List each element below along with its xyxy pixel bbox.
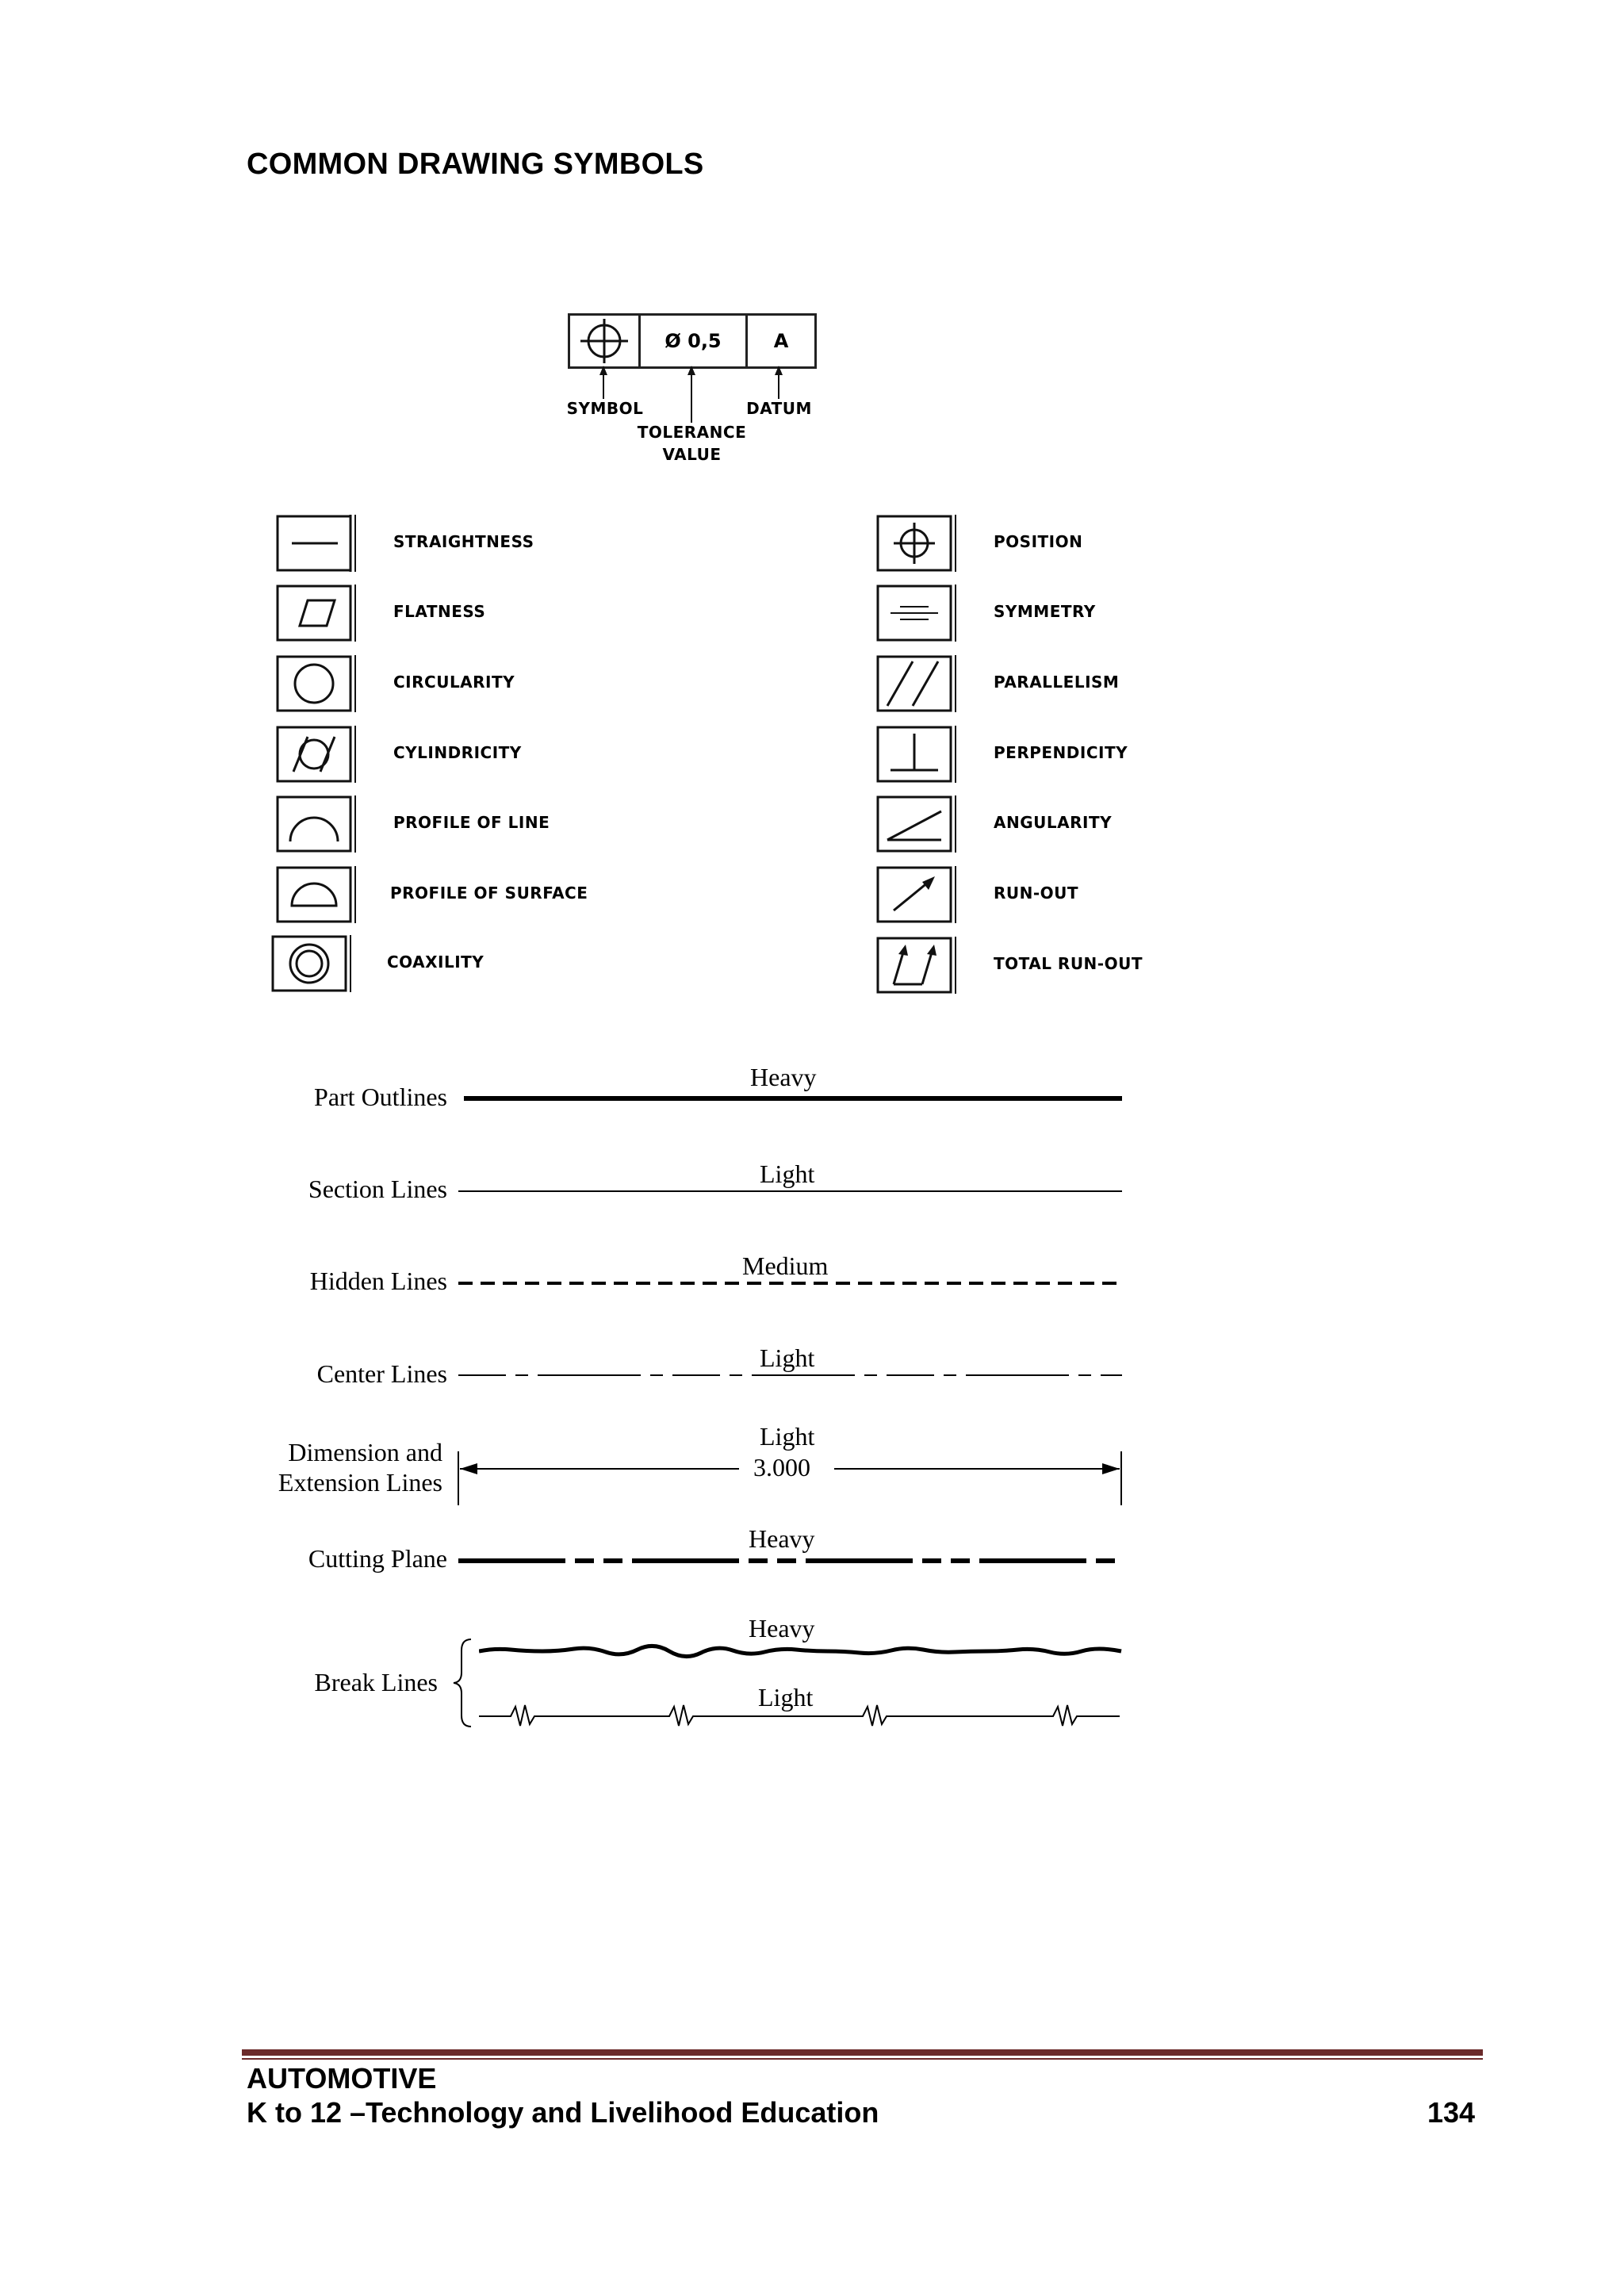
footer-rule-thick <box>242 2049 1483 2056</box>
run-out-icon <box>876 866 963 923</box>
tolerance-label-value: VALUE <box>662 445 722 464</box>
line-label-hidden-lines: Hidden Lines <box>309 1267 447 1295</box>
page-title: COMMON DRAWING SYMBOLS <box>247 148 704 181</box>
angularity-icon <box>876 795 963 853</box>
break-lines-brace <box>452 1638 476 1729</box>
footer-rule-thin <box>242 2058 1483 2060</box>
symbol-label-total-run-out: TOTAL RUN-OUT <box>994 954 1143 973</box>
coaxility-icon <box>271 935 358 992</box>
symbol-label-run-out: RUN-OUT <box>994 884 1079 903</box>
line-label-center-lines: Center Lines <box>316 1359 447 1388</box>
cutting-plane-line <box>458 1554 1126 1567</box>
tolerance-value: Ø 0,5 <box>665 330 722 352</box>
line-label-dimension-line1: Dimension and <box>288 1438 442 1466</box>
symbol-label-circularity: CIRCULARITY <box>393 673 515 692</box>
line-label-dimension-line2: Extension Lines <box>278 1468 442 1497</box>
symbol-label-position: POSITION <box>994 532 1083 551</box>
line-weight-section-lines: Light <box>760 1159 815 1188</box>
symbol-label-perpendicity: PERPENDICITY <box>994 743 1128 762</box>
symbol-label-cylindricity: CYLINDRICITY <box>393 743 522 762</box>
footer-subject: AUTOMOTIVE <box>247 2062 437 2095</box>
line-label-dimension-lines <box>238 1437 442 1497</box>
parallelism-icon <box>876 655 963 712</box>
dimension-value: 3.000 <box>753 1453 810 1481</box>
total-run-out-icon <box>876 937 963 994</box>
symbol-label-profile-of-line: PROFILE OF LINE <box>393 813 550 832</box>
feature-control-frame <box>555 305 841 472</box>
line-weight-center-lines: Light <box>760 1343 815 1372</box>
datum-label: DATUM <box>746 399 812 418</box>
perpendicularity-icon <box>876 726 963 783</box>
line-weight-part-outlines: Heavy <box>750 1063 817 1091</box>
flatness-icon <box>276 585 363 642</box>
hidden-line <box>458 1277 1126 1290</box>
line-weight-break-heavy: Heavy <box>749 1614 815 1642</box>
section-line <box>458 1185 1126 1198</box>
symbol-label-coaxility: COAXILITY <box>387 953 485 972</box>
straightness-icon <box>276 515 363 572</box>
line-weight-dimension-lines: Light <box>760 1422 815 1451</box>
datum-letter: A <box>773 330 789 352</box>
line-label-break-lines: Break Lines <box>314 1668 438 1696</box>
tolerance-label: TOLERANCE <box>637 423 747 442</box>
line-label-part-outlines: Part Outlines <box>314 1083 447 1111</box>
circularity-icon <box>276 655 363 712</box>
line-weight-break-light: Light <box>758 1683 814 1711</box>
symbol-label: SYMBOL <box>566 399 644 418</box>
page-number: 134 <box>1427 2096 1476 2129</box>
profile-of-line-icon <box>276 795 363 853</box>
break-line-light <box>479 1697 1126 1729</box>
position-icon <box>876 515 963 572</box>
symbol-label-parallelism: PARALLELISM <box>994 673 1120 692</box>
symbol-label-profile-of-surface: PROFILE OF SURFACE <box>390 884 588 903</box>
cylindricity-icon <box>276 726 363 783</box>
line-weight-cutting-plane: Heavy <box>749 1524 815 1553</box>
part-outline-line <box>464 1091 1126 1106</box>
symbol-label-symmetry: SYMMETRY <box>994 602 1096 621</box>
line-weight-hidden-lines: Medium <box>742 1251 829 1280</box>
break-line-heavy <box>479 1642 1126 1661</box>
profile-of-surface-icon <box>276 866 363 923</box>
symbol-label-flatness: FLATNESS <box>393 602 486 621</box>
symbol-label-straightness: STRAIGHTNESS <box>393 532 534 551</box>
line-label-cutting-plane: Cutting Plane <box>308 1544 447 1573</box>
center-line <box>458 1369 1126 1382</box>
line-label-section-lines: Section Lines <box>308 1175 447 1203</box>
symbol-label-angularity: ANGULARITY <box>994 813 1113 832</box>
symmetry-icon <box>876 585 963 642</box>
footer-course: K to 12 –Technology and Livelihood Education <box>247 2096 879 2129</box>
